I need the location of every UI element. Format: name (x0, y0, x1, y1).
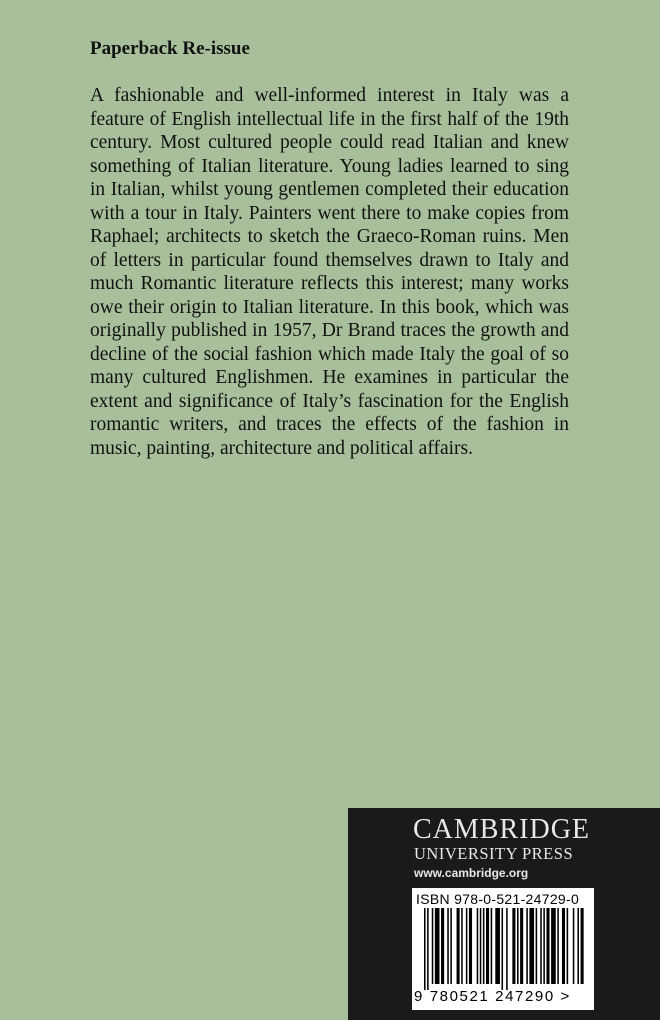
barcode-bar (529, 908, 534, 984)
barcode-bar (486, 908, 489, 984)
publisher-subtitle: UNIVERSITY PRESS (414, 844, 574, 863)
isbn-label: ISBN 978-0-521-24729-0 (416, 891, 580, 907)
barcode-bar (543, 908, 545, 984)
barcode-bar (466, 908, 468, 984)
barcode-bar (483, 908, 485, 984)
barcode-digits: 9 780521 247290 > (414, 988, 571, 1005)
publisher-url[interactable]: www.cambridge.org (414, 866, 529, 880)
barcode-bar (495, 908, 500, 984)
barcode-bar (491, 908, 493, 984)
barcode-bar (427, 908, 429, 990)
barcode-bar (577, 908, 579, 984)
barcode-bar (512, 908, 515, 984)
barcode-bar (457, 908, 460, 984)
barcode-box (412, 888, 594, 1010)
publisher-name: CAMBRIDGE (413, 814, 591, 845)
barcode-bar (441, 908, 444, 984)
barcode-bar (477, 908, 479, 984)
barcode-bar (573, 908, 575, 984)
barcode-bar (432, 908, 434, 984)
barcode-bar (461, 908, 463, 984)
page-heading: Paperback Re-issue (90, 38, 250, 59)
barcode-bar (506, 908, 508, 990)
barcode-bar (557, 908, 559, 984)
barcode-bar (562, 908, 565, 984)
barcode-bar (546, 908, 549, 984)
barcode-bar (424, 908, 426, 990)
barcode-graphic (412, 908, 594, 990)
barcode-bar (540, 908, 542, 984)
barcode-bar (435, 908, 440, 984)
barcode-bar (526, 908, 528, 984)
barcode-bar (520, 908, 523, 984)
barcode-bar (517, 908, 519, 984)
book-blurb: A fashionable and well-informed interest in Italy was a feature of English intellectual life in the first half of the 19th century. Most cultured people could read Italian and knew something of Italian literature. Young ladies learned to sing in Italian, whilst young gentlemen completed their education with a tour in Italy. Painters went there to make copies from Raphael; architects to sketch the Graeco-Roman ruins. Men of letters in particular found themselves drawn to Italy and much Romantic literature reflects this interest; many works owe their origin to Italian literature. In this book, which was originally published in 1957, Dr Brand traces the growth and decline of the social fashion which made Italy the goal of so many cultured Englishmen. He examines in particular the extent and significance of Italy’s fascination for the English romantic writers, and traces the effects of the fashion in music, painting, architecture and political affairs. (90, 85, 569, 459)
barcode-bar (581, 908, 584, 984)
barcode-bar (450, 908, 452, 984)
barcode-bar (447, 908, 449, 984)
barcode-bar (536, 908, 538, 984)
barcode-bar (567, 908, 569, 984)
barcode-bar (480, 908, 482, 984)
barcode-bar (502, 908, 504, 990)
barcode-bar (551, 908, 556, 984)
publisher-panel (348, 808, 660, 1020)
barcode-bar (469, 908, 472, 984)
